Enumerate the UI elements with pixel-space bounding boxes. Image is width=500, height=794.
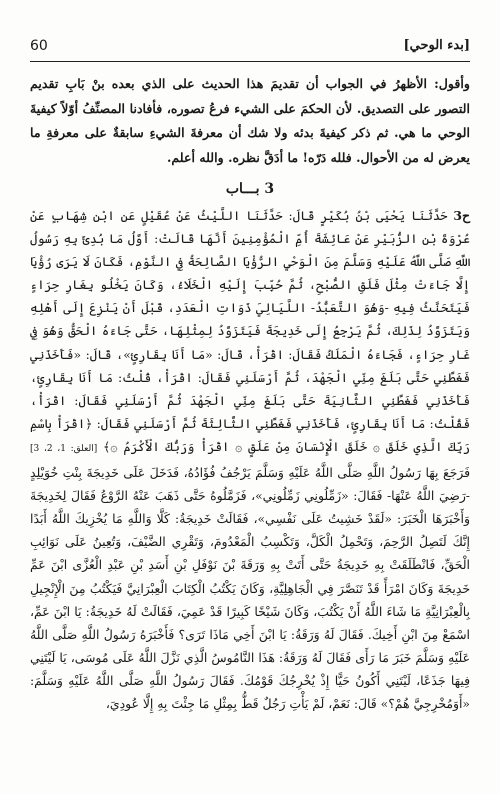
hadith-text-continued: فَرَجَعَ بِهَا رَسُولُ اللَّهِ صَلَّى اللَّهُ عَلَيْهِ وَسَلَّمَ يَرْجُفُ فُؤَادُهُ، فَدَخَلَ عَلَى خَدِيجَةَ بِنْتِ خُوَيْلِدٍ -رَضِيَ اللَّهُ عَنْهَا- فَقَالَ: «زَمِّلُونِي زَمِّلُونِي»، فَزَمَّلُوهُ حَتَّى ذَهَبَ عَنْهُ الرَّوْعُ فَقَالَ لِخَدِيجَةَ وَأَخْبَرَهَا الْخَبَرَ: «لَقَدْ خَشِيتُ عَلَى نَفْسِي»، فَقَالَتْ خَدِيجَةُ: كَلَّا وَاللَّهِ مَا يُخْزِيكَ اللَّهُ أَبَدًا إِنَّكَ لَتَصِلُ الرَّحِمَ، وَتَحْمِلُ الْكَلَّ، وَتَكْسِبُ الْمَعْدُومَ، وَتَقْرِي الضَّيْفَ، وَتُعِينُ عَلَى نَوَائِبِ الْحَقِّ، فَانْطَلَقَتْ بِهِ خَدِيجَةُ حَتَّى أَتَتْ بِهِ وَرَقَةَ بْنَ نَوْفَلِ بْنِ أَسَدِ بْنِ عَبْدِ الْعُزَّى ابْنَ عَمِّ خَدِيجَةَ وَكَانَ امْرَأً قَدْ تَنَصَّرَ فِي الْجَاهِلِيَّةِ، وَكَانَ يَكْتُبُ الْكِتَابَ الْعِبْرَانِيَّ فَيَكْتُبُ مِنَ الْإِنْجِيلِ بِالْعِبْرَانِيَّةِ مَا شَاءَ اللَّهُ أَنْ يَكْتُبَ، وَكَانَ شَيْخًا كَبِيرًا قَدْ عَمِيَ، فَقَالَتْ لَهُ خَدِيجَةُ: يَا ابْنَ عَمِّ، اسْمَعْ مِنَ ابْنِ أَخِيكَ. فَقَالَ لَهُ وَرَقَةُ: يَا ابْنَ أَخِي مَاذَا تَرَى؟ فَأَخْبَرَهُ رَسُولُ اللَّهِ صَلَّى اللَّهُ عَلَيْهِ وَسَلَّمَ خَبَرَ مَا رَأَى فَقَالَ لَهُ وَرَقَةُ: هَذَا النَّامُوسُ الَّذِي نَزَّلَ اللَّهُ عَلَى مُوسَى، يَا لَيْتَنِي فِيهَا جَذَعًا، لَيْتَنِي أَكُونُ حَيًّا إِذْ يُخْرِجُكَ قَوْمُكَ. فَقَالَ رَسُولُ اللَّهِ صَلَّى اللَّهُ عَلَيْهِ وَسَلَّمَ: «أَوَمُخْرِجِيَّ هُمْ؟» قَالَ: نَعَمْ، لَمْ يَأْتِ رَجُلٌ قَطُّ بِمِثْلِ مَا جِئْتَ بِهِ إِلَّا عُودِيَ، — [30, 465, 470, 711]
intro-paragraph: وأقول: الأظهرُ في الجواب أن تقديمَ هذا الحديث على الذي بعده بنْ بَابِ تقديم التصور على التصديق. لأن الحكمَ على الشيء فرعُ تصوره، فأفادنا المصنِّفُ أوّلاً كيفيةَ الوحي ما هي. ثم ذكر كيفيةَ بدئه ولا شك أن معرفةَ الشيءِ سابقةٌ على معرفةِ ما يعرض له من الأحوال. فلله دَرّه! ما أدَقَّ نظره. والله أعلم. — [30, 76, 470, 165]
running-title: [بدء الوحي] — [403, 38, 470, 53]
chapter-heading: 3 بـــاب — [225, 181, 275, 197]
page-header — [30, 34, 470, 62]
page-body — [30, 72, 470, 715]
page-number: 60 — [30, 38, 48, 54]
hadith-text: حَدَّثَنَا يَحْيَى بْنُ بُكَيْرٍ قَالَ: حَدَّثَنَا اللَّيْثُ عَنْ عُقَيْلٍ عَنِ ابْنِ شِهَابٍ عَنْ عُرْوَةَ بْنِ الزُّبَيْرِ عَنْ عَائِشَةَ أُمِّ الْمُؤْمِنِينَ أَنَّهَا قَالَتْ: أَوَّلُ مَا بُدِئَ بِهِ رَسُولُ اللَّهِ صَلَّى اللَّهُ عَلَيْهِ وَسَلَّمَ مِنَ الْوَحْيِ الرُّؤْيَا الصَّالِحَةُ فِي النَّوْمِ، فَكَانَ لَا يَرَى رُؤْيَا إِلَّا جَاءَتْ مِثْلَ فَلَقِ الصُّبْحِ، ثُمَّ حُبِّبَ إِلَيْهِ الْخَلَاءُ، وَكَانَ يَخْلُو بِغَارِ حِرَاءٍ فَيَتَحَنَّثُ فِيهِ -وَهُوَ التَّعَبُّدُ- اللَّيَالِيَ ذَوَاتِ الْعَدَدِ، قَبْلَ أَنْ يَنْزِعَ إِلَى أَهْلِهِ وَيَتَزَوَّدُ لِذَلِكَ، ثُمَّ يَرْجِعُ إِلَى خَدِيجَةَ فَيَتَزَوَّدُ لِمِثْلِهَا، حَتَّى جَاءَهُ الْحَقُّ وَهُوَ فِي غَارِ حِرَاءٍ، فَجَاءَهُ الْمَلَكُ فَقَالَ: اقْرَأْ، قَالَ: «مَا أَنَا بِقَارِئٍ»، قَالَ: «فَأَخَذَنِي فَغَطَّنِي حَتَّى بَلَغَ مِنِّي الْجَهْدَ، ثُمَّ أَرْسَلَنِي فَقَالَ: اقْرَأْ، قُلْتُ: مَا أَنَا بِقَارِئٍ، فَأَخَذَنِي فَغَطَّنِي الثَّانِيَةَ حَتَّى بَلَغَ مِنِّي الْجَهْدَ ثُمَّ أَرْسَلَنِي فَقَالَ: اقْرَأْ، فَقُلْتُ: مَا أَنَا بِقَارِئٍ، فَأَخَذَنِي فَغَطَّنِي الثَّالِثَةَ ثُمَّ أَرْسَلَنِي فَقَالَ: ﴿اقْرَأْ بِاسْمِ رَبِّكَ الَّذِي خَلَقَ ۞ خَلَقَ الْإِنْسَانَ مِنْ عَلَقٍ ۞ اقْرَأْ وَرَبُّكَ الْأَكْرَمُ ۞﴾ — [30, 208, 470, 454]
hadith-marker: ح3 — [453, 208, 470, 223]
header-rule — [30, 61, 470, 62]
quran-reference: [العلق: 1، 2، 3] — [30, 443, 98, 454]
hadith-paragraph — [30, 204, 470, 715]
